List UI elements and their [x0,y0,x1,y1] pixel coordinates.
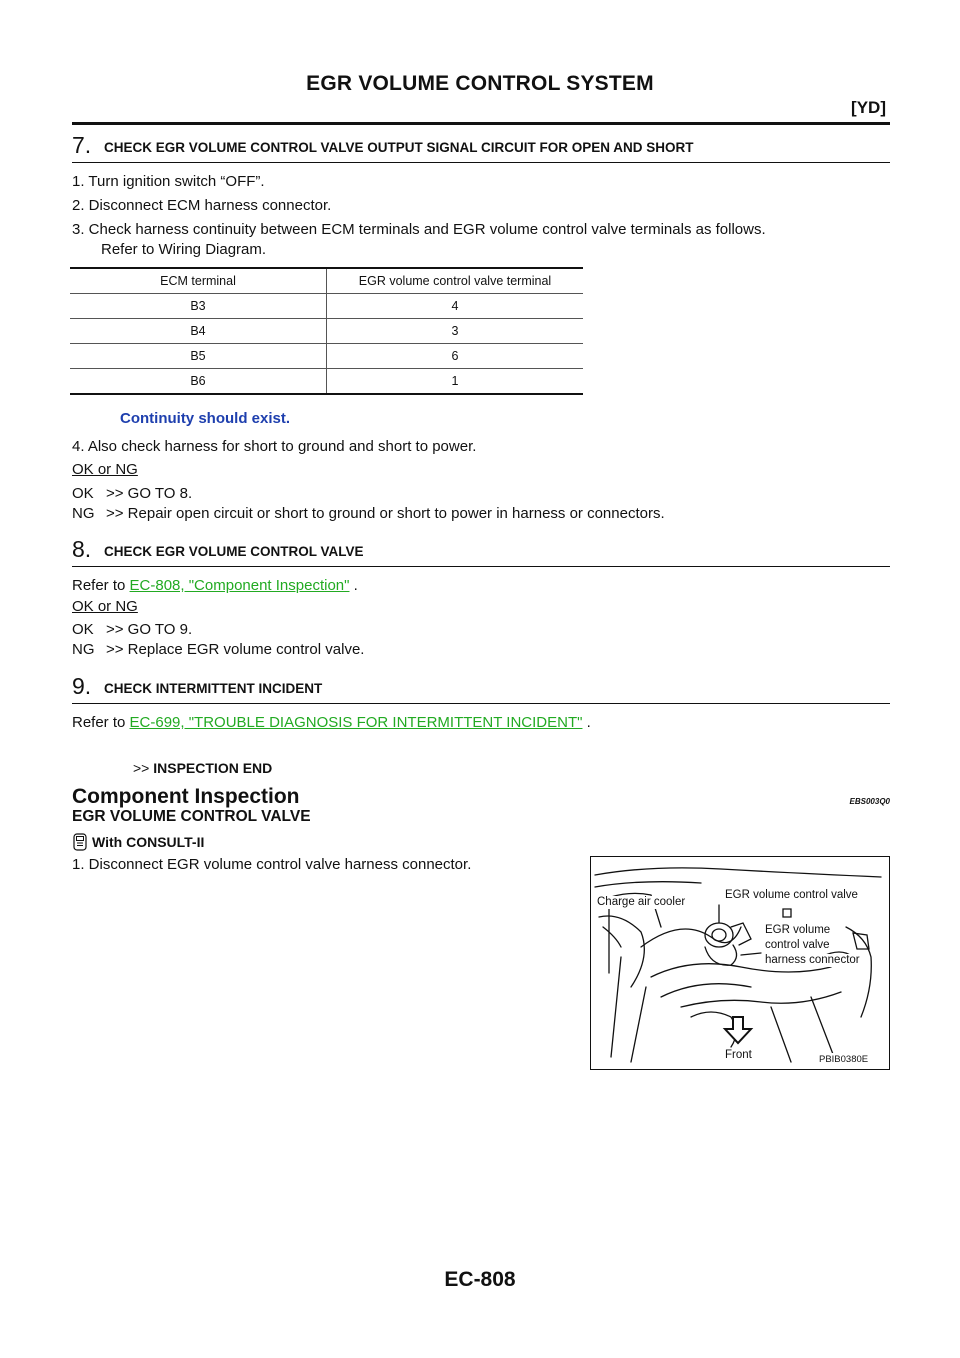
option-text: >> GO TO 9. [106,621,193,638]
table-cell: B6 [70,369,327,395]
page-title: EGR VOLUME CONTROL SYSTEM [306,72,654,95]
table-cell: 6 [327,344,584,369]
table-cell: 4 [327,294,584,319]
end-text: INSPECTION END [153,760,273,776]
egr-valve-location-figure [590,856,890,1070]
step-title: CHECK INTERMITTENT INCIDENT [104,681,323,696]
figure-label: control valve [765,939,830,951]
option-text: >> GO TO 8. [106,485,193,502]
reference-code: EBS003Q0 [849,797,890,806]
consult-tool-icon [72,833,88,851]
ok-or-ng-label: OK or NG [72,598,138,615]
option-ok [72,621,192,638]
continuity-note: Continuity should exist. [120,410,291,427]
step7-item-1: 1. Turn ignition switch “OFF”. [72,173,265,190]
option-ng [72,505,665,522]
refer-suffix: . [582,714,591,731]
refer-suffix: . [349,577,358,594]
step7-item-3: 3. Check harness continuity between ECM terminals and EGR volume control valve terminals as follows. [72,221,766,238]
component-step-1: 1. Disconnect EGR volume control valve harness connector. [72,856,472,873]
model-tag: [YD] [851,98,886,117]
option-key: OK [72,485,94,502]
figure-label: EGR volume [765,924,831,936]
subsection-title: EGR VOLUME CONTROL VALVE [72,808,311,825]
option-text: >> Repair open circuit or short to ground or short to power in harness or connectors. [106,505,665,522]
step8-refer [72,576,358,596]
header-rule [72,122,890,125]
table-cell: B5 [70,344,327,369]
table-header-row [70,268,583,294]
table-row [70,294,583,319]
step-title: CHECK EGR VOLUME CONTROL VALVE OUTPUT SIGNAL CIRCUIT FOR OPEN AND SHORT [104,140,694,155]
table-cell: B4 [70,319,327,344]
component-inspection-link[interactable]: EC-808, "Component Inspection" [129,577,350,594]
end-prefix: >> [133,760,150,776]
figure-label: Front [725,1049,752,1061]
table-row [70,344,583,369]
table-cell: 1 [327,369,584,395]
option-text: >> Replace EGR volume control valve. [106,641,365,658]
table-row [70,369,583,395]
page-number: EC-808 [444,1268,516,1291]
option-key: NG [72,641,95,658]
table-header: EGR volume control valve terminal [327,268,584,294]
option-ng [72,641,364,658]
step7-item-4: 4. Also check harness for short to ground and short to power. [72,438,477,455]
figure-code: PBIB0380E [819,1054,869,1065]
step-number: 9. [72,673,92,699]
refer-prefix: Refer to [72,714,130,731]
option-key: NG [72,505,95,522]
ok-or-ng-label: OK or NG [72,461,138,478]
step-8-heading [72,536,890,567]
option-key: OK [72,621,94,638]
figure-label: Charge air cooler [597,896,686,908]
table-header: ECM terminal [70,268,327,294]
step7-item-3-cont: Refer to Wiring Diagram. [101,241,267,258]
intermittent-incident-link[interactable]: EC-699, "TROUBLE DIAGNOSIS FOR INTERMITTENT INCIDENT" [129,714,583,731]
step-title: CHECK EGR VOLUME CONTROL VALVE [104,544,364,559]
table-cell: 3 [327,319,584,344]
step7-item-2: 2. Disconnect ECM harness connector. [72,197,332,214]
refer-prefix: Refer to [72,577,130,594]
table-row [70,319,583,344]
step-9-heading [72,673,890,704]
step9-refer [72,713,591,733]
figure-label: EGR volume control valve [725,889,858,901]
consult-label: With CONSULT-II [92,834,205,850]
step-number: 7. [72,132,92,158]
continuity-table [70,267,583,395]
step-number: 8. [72,536,92,562]
consult-line [72,833,204,851]
table-cell: B3 [70,294,327,319]
figure-label: harness connector [765,954,860,966]
section-title: Component Inspection [72,785,300,808]
inspection-end [133,760,272,776]
step-7-heading [72,132,890,163]
option-ok [72,485,192,502]
